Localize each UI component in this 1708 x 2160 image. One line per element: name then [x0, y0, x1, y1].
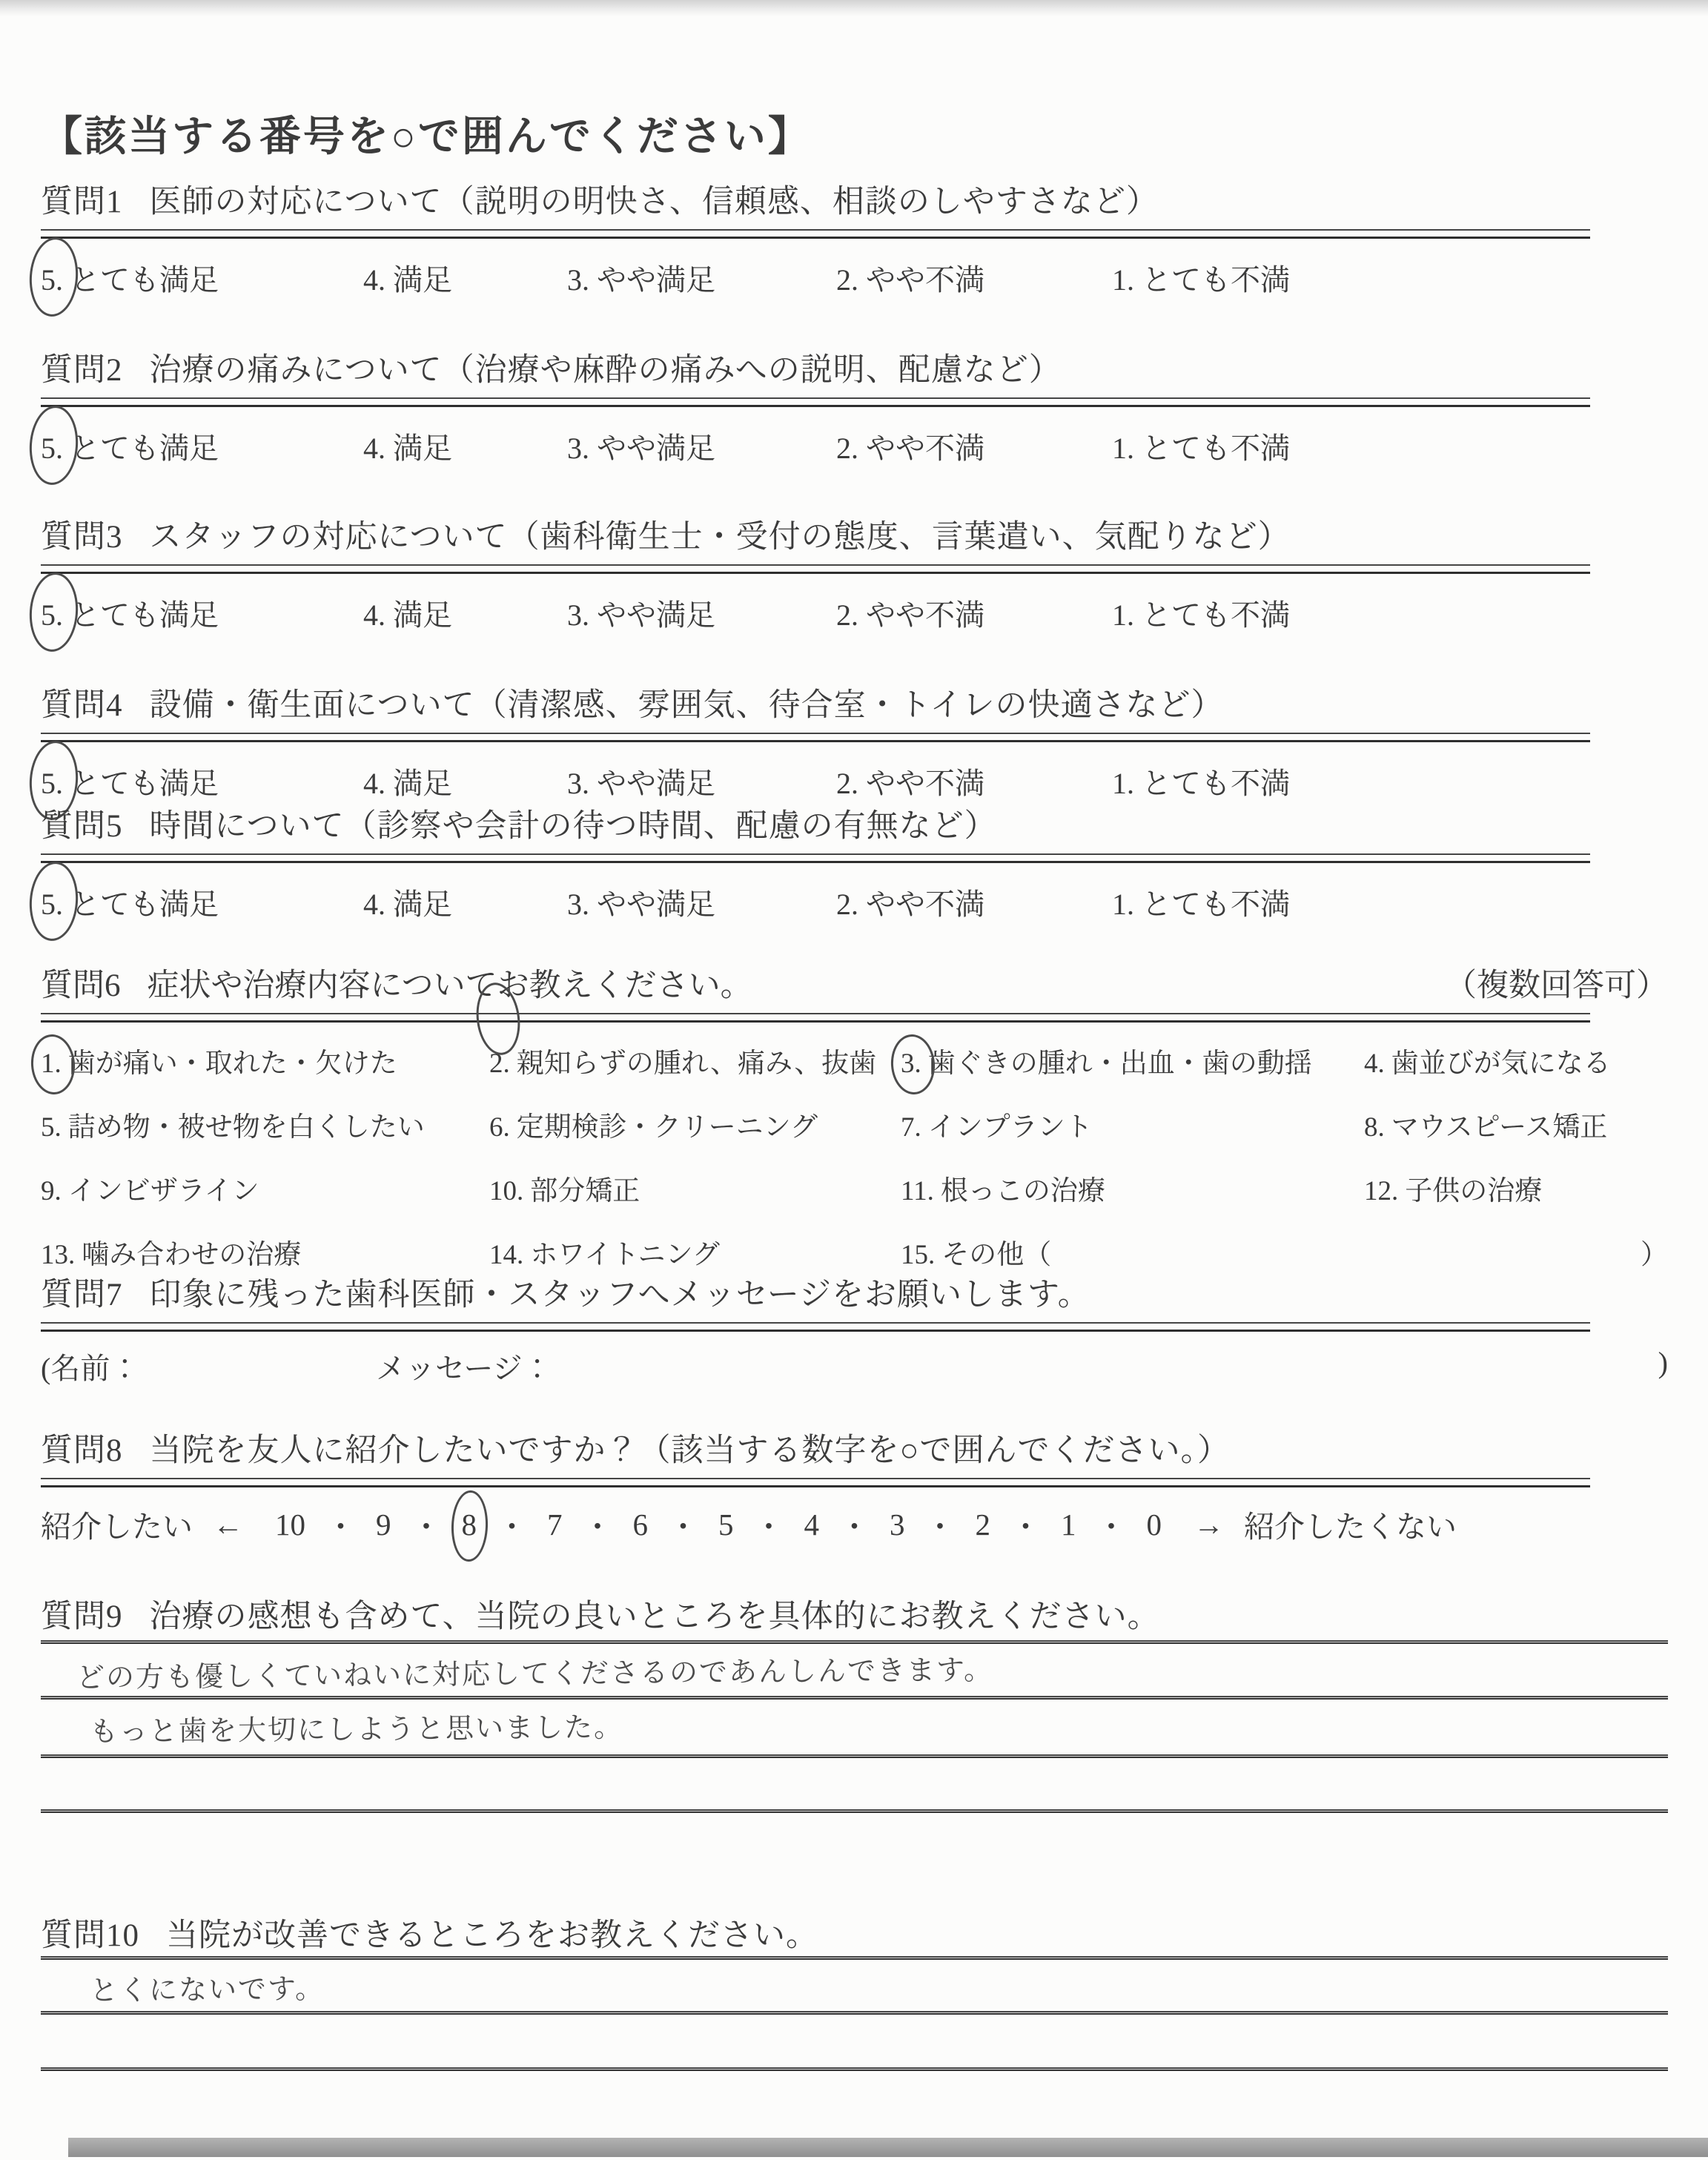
symptom-item-2	[489, 1040, 901, 1080]
option-label: とても不満	[1142, 263, 1290, 297]
scale-9: 9	[376, 1507, 391, 1542]
scan-edge-bottom	[68, 2138, 1708, 2157]
option-number: 4.	[363, 432, 385, 465]
scale-dot: ・	[497, 1510, 527, 1544]
divider	[41, 733, 1590, 742]
question-6-title: 症状や治療内容についてお教えください。	[147, 968, 752, 1003]
item-other-open	[901, 1232, 1051, 1272]
item-number: 14.	[489, 1240, 524, 1270]
item-number: 6.	[489, 1112, 510, 1143]
option-label: とても不満	[1142, 598, 1290, 632]
item-label: インビザライン	[67, 1176, 259, 1206]
item-number: 5.	[41, 1112, 62, 1143]
option-number: 4.	[363, 598, 385, 632]
question-9-header	[41, 1591, 1668, 1636]
option-4-satisfied	[363, 257, 452, 299]
option-1-very-dissatisfied	[1112, 592, 1290, 634]
question-4-header	[41, 680, 1668, 725]
scale-8: 8	[461, 1507, 477, 1542]
option-2-somewhat-dissatisfied	[836, 881, 984, 923]
question-8	[41, 1425, 1668, 1546]
scale-left-label: 紹介したい	[41, 1510, 193, 1544]
option-label: やや不満	[866, 263, 984, 297]
option-number: 2.	[836, 888, 858, 921]
writing-line	[41, 1696, 1668, 1700]
item-label: 歯が痛い・取れた・欠けた	[67, 1048, 397, 1079]
scale-0: 0	[1146, 1507, 1162, 1542]
option-2-somewhat-dissatisfied	[836, 592, 984, 634]
option-5-very-satisfied	[41, 760, 219, 802]
scale-dot: ・	[753, 1510, 784, 1544]
option-label: やや不満	[866, 767, 984, 800]
question-4	[41, 680, 1668, 813]
option-label: やや満足	[597, 888, 715, 921]
option-label: とても不満	[1142, 432, 1290, 465]
item-number: 15.	[901, 1240, 936, 1270]
handwritten-answer: とくにないです。	[89, 1972, 325, 2007]
option-number: 1.	[1112, 263, 1134, 297]
item-label: 部分矯正	[530, 1176, 640, 1206]
question-7-title: 印象に残った歯科医師・スタッフへメッセージをお願いします。	[149, 1278, 1090, 1312]
option-number: 1.	[1112, 888, 1134, 921]
question-1-header	[41, 176, 1668, 222]
writing-line	[41, 1809, 1668, 1813]
option-2-somewhat-dissatisfied	[836, 257, 984, 299]
question-1-title: 医師の対応について（説明の明快さ、信頼感、相談のしやすさなど）	[149, 185, 1159, 219]
symptom-item-10	[489, 1168, 901, 1208]
question-5-header	[41, 801, 1668, 846]
option-number: 3.	[567, 432, 589, 465]
option-label: 満足	[393, 598, 452, 632]
option-number: 1.	[1112, 767, 1134, 800]
item-label: 定期検診・クリーニング	[516, 1112, 818, 1143]
option-5-very-satisfied	[41, 592, 219, 634]
divider	[41, 853, 1590, 863]
handwritten-circle-answer	[41, 1048, 68, 1080]
handwritten-answer: どの方も優しくていねいに対応してくださるのであんしんできます。	[76, 1653, 994, 1694]
option-4-satisfied	[363, 592, 452, 634]
handwritten-circle-answer	[41, 887, 63, 922]
item-number: 12.	[1364, 1176, 1399, 1206]
question-9-label: 質問9	[41, 1599, 123, 1634]
option-label: とても満足	[70, 767, 219, 800]
handwritten-answer: もっと歯を大切にしようと思いました。	[89, 1710, 624, 1748]
option-1-very-dissatisfied	[1112, 257, 1290, 299]
item-label: 親知らずの腫れ、痛み、抜歯	[516, 1048, 877, 1079]
option-number: 3.	[567, 767, 589, 800]
item-label: インプラント	[927, 1112, 1093, 1143]
writing-line	[41, 1640, 1668, 1644]
option-label: 満足	[393, 432, 452, 465]
option-number: 1.	[1112, 432, 1134, 465]
nps-scale	[41, 1502, 1668, 1546]
option-number: 2.	[836, 263, 858, 297]
option-number: 5.	[41, 767, 63, 800]
question-10-title: 当院が改善できるところをお教えください。	[166, 1918, 818, 1953]
option-5-very-satisfied	[41, 425, 219, 467]
symptom-item-9	[41, 1168, 489, 1208]
option-number: 4.	[363, 888, 385, 921]
item-label: 歯ぐきの腫れ・出血・歯の動揺	[927, 1048, 1312, 1079]
question-8-header	[41, 1425, 1668, 1470]
divider	[41, 1478, 1590, 1487]
item-other-close: ）	[1641, 1240, 1668, 1270]
option-2-somewhat-dissatisfied	[836, 425, 984, 467]
writing-line	[41, 1754, 1668, 1758]
divider	[41, 229, 1590, 239]
question-3-header	[41, 512, 1668, 557]
divider	[41, 1013, 1590, 1023]
symptom-item-11	[901, 1168, 1364, 1208]
scale-1: 1	[1061, 1507, 1076, 1542]
option-3-somewhat-satisfied	[567, 257, 715, 299]
symptom-item-13	[41, 1232, 489, 1272]
option-3-somewhat-satisfied	[567, 592, 715, 634]
option-label: とても満足	[70, 432, 219, 465]
option-5-very-satisfied	[41, 257, 219, 299]
item-number: 3.	[901, 1048, 921, 1079]
question-2-options	[41, 419, 1668, 478]
option-number: 4.	[363, 263, 385, 297]
scale-dot: ・	[325, 1510, 356, 1544]
symptom-item-4	[1364, 1040, 1668, 1080]
option-label: とても不満	[1142, 767, 1290, 800]
item-label: 子供の治療	[1405, 1176, 1543, 1206]
question-8-title: 当院を友人に紹介したいですか？（該当する数字を○で囲んでください。）	[149, 1433, 1230, 1468]
option-label: やや満足	[597, 598, 715, 632]
divider	[41, 1322, 1590, 1332]
handwritten-circle-answer	[41, 431, 63, 466]
option-1-very-dissatisfied	[1112, 425, 1290, 467]
scale-dot: ・	[839, 1510, 870, 1544]
handwritten-circle-answer	[41, 262, 63, 297]
option-number: 4.	[363, 767, 385, 800]
symptom-item-7	[901, 1104, 1364, 1144]
symptom-item-12	[1364, 1168, 1668, 1208]
option-label: やや満足	[597, 432, 715, 465]
writing-line	[41, 2067, 1668, 2071]
option-label: 満足	[393, 888, 452, 921]
question-6	[41, 960, 1668, 1272]
option-label: やや満足	[597, 263, 715, 297]
scan-edge-top	[0, 0, 1708, 16]
question-5-label: 質問5	[41, 809, 123, 844]
option-label: とても不満	[1142, 888, 1290, 921]
scale-4: 4	[804, 1507, 819, 1542]
item-number: 1.	[41, 1048, 62, 1079]
item-number: 8.	[1364, 1112, 1385, 1143]
question-9-title: 治療の感想も含めて、当院の良いところを具体的にお教えください。	[149, 1599, 1160, 1634]
writing-line	[41, 2011, 1668, 2015]
option-label: 満足	[393, 263, 452, 297]
left-arrow-icon: ←	[213, 1507, 243, 1542]
option-number: 5.	[41, 598, 63, 632]
item-number: 11.	[901, 1176, 934, 1206]
handwritten-circle-answer	[462, 1507, 477, 1542]
question-6-header	[41, 960, 1668, 1005]
option-label: やや満足	[597, 767, 715, 800]
question-6-items	[41, 1040, 1668, 1272]
question-2-label: 質問2	[41, 353, 123, 388]
scale-dot: ・	[668, 1510, 698, 1544]
item-label: マウスピース矯正	[1391, 1112, 1608, 1143]
question-6-label: 質問6	[41, 968, 121, 1003]
scale-dot: ・	[924, 1510, 956, 1544]
option-4-satisfied	[363, 425, 452, 467]
option-number: 3.	[567, 263, 589, 297]
option-label: とても満足	[70, 598, 219, 632]
divider	[41, 564, 1590, 574]
item-number: 4.	[1364, 1048, 1385, 1079]
scale-dot: ・	[1010, 1510, 1041, 1544]
option-1-very-dissatisfied	[1112, 760, 1290, 802]
question-3-options	[41, 586, 1668, 645]
writing-line	[41, 1956, 1668, 1960]
question-7-label: 質問7	[41, 1278, 123, 1312]
scale-3: 3	[890, 1507, 905, 1542]
symptom-item-5	[41, 1104, 489, 1144]
option-label: やや不満	[866, 432, 984, 465]
question-4-label: 質問4	[41, 688, 123, 723]
divider	[41, 397, 1590, 407]
scale-dot: ・	[411, 1510, 442, 1544]
question-10-label: 質問10	[41, 1918, 139, 1953]
option-number: 5.	[41, 263, 63, 297]
item-label: ホワイトニング	[530, 1240, 720, 1270]
handwritten-circle-answer	[41, 598, 63, 633]
scale-dot: ・	[582, 1510, 613, 1544]
item-number: 2.	[489, 1048, 510, 1079]
question-10	[41, 1910, 1668, 2088]
question-2	[41, 345, 1668, 478]
scale-7: 7	[547, 1507, 563, 1542]
question-6-note: （複数回答可）	[1445, 968, 1668, 1003]
option-4-satisfied	[363, 881, 452, 923]
question-4-title: 設備・衛生面について（清潔感、雰囲気、待合室・トイレの快適さなど）	[149, 688, 1224, 723]
question-3-title: スタッフの対応について（歯科衛生士・受付の態度、言葉遣い、気配りなど）	[149, 520, 1291, 555]
question-1-label: 質問1	[41, 185, 123, 219]
option-label: やや不満	[866, 888, 984, 921]
item-label: 歯並びが気になる	[1391, 1048, 1611, 1079]
question-5-options	[41, 875, 1668, 934]
option-number: 5.	[41, 888, 63, 921]
option-5-very-satisfied	[41, 881, 219, 923]
question-8-label: 質問8	[41, 1433, 123, 1468]
option-number: 3.	[567, 888, 589, 921]
question-3	[41, 512, 1668, 645]
symptom-item-8	[1364, 1104, 1668, 1144]
scale-right-label: 紹介したくない	[1244, 1510, 1457, 1544]
question-1-options	[41, 251, 1668, 310]
option-1-very-dissatisfied	[1112, 881, 1290, 923]
option-3-somewhat-satisfied	[567, 760, 715, 802]
option-label: とても満足	[70, 888, 219, 921]
item-number: 13.	[41, 1240, 76, 1270]
question-9	[41, 1591, 1668, 1821]
question-10-header	[41, 1910, 1668, 1955]
option-label: とても満足	[70, 263, 219, 297]
right-arrow-icon: →	[1194, 1507, 1224, 1542]
question-7-answer-row	[41, 1345, 1668, 1391]
symptom-item-15-other	[901, 1232, 1668, 1272]
item-label: 噛み合わせの治療	[82, 1240, 302, 1270]
option-3-somewhat-satisfied	[567, 881, 715, 923]
question-1	[41, 176, 1668, 310]
question-3-label: 質問3	[41, 520, 123, 555]
option-4-satisfied	[363, 760, 452, 802]
scale-5: 5	[718, 1507, 734, 1542]
page-title: 【該当する番号を○で囲んでください】	[41, 113, 812, 160]
closing-paren: )	[1658, 1346, 1668, 1379]
question-2-header	[41, 345, 1668, 390]
question-2-title: 治療の痛みについて（治療や麻酔の痛みへの説明、配慮など）	[149, 353, 1062, 388]
item-number: 7.	[901, 1112, 921, 1143]
name-field-label: (名前：	[41, 1352, 140, 1385]
scale-dot: ・	[1096, 1510, 1127, 1544]
option-number: 1.	[1112, 598, 1134, 632]
option-2-somewhat-dissatisfied	[836, 760, 984, 802]
option-3-somewhat-satisfied	[567, 425, 715, 467]
message-field-label: メッセージ：	[376, 1352, 552, 1385]
option-number: 2.	[836, 598, 858, 632]
symptom-item-1	[41, 1040, 489, 1080]
question-7	[41, 1269, 1668, 1391]
option-number: 5.	[41, 432, 63, 465]
option-number: 2.	[836, 432, 858, 465]
symptom-item-6	[489, 1104, 901, 1144]
item-label: その他（	[941, 1240, 1052, 1270]
question-5-title: 時間について（診察や会計の待つ時間、配慮の有無など）	[149, 809, 997, 844]
symptom-item-3	[901, 1040, 1364, 1080]
symptom-item-14	[489, 1232, 901, 1272]
handwritten-circle-answer	[901, 1048, 928, 1080]
item-label: 根っこの治療	[940, 1176, 1105, 1206]
question-6-title-wrap	[41, 960, 752, 1005]
item-label: 詰め物・被せ物を白くしたい	[67, 1112, 425, 1143]
question-5	[41, 801, 1668, 934]
item-number: 9.	[41, 1176, 62, 1206]
option-number: 3.	[567, 598, 589, 632]
option-label: 満足	[393, 767, 452, 800]
handwritten-circle-answer	[41, 766, 63, 801]
option-label: やや不満	[866, 598, 984, 632]
item-number: 10.	[489, 1176, 524, 1206]
scale-6: 6	[632, 1507, 648, 1542]
scale-2: 2	[975, 1507, 990, 1542]
question-7-header	[41, 1269, 1668, 1315]
scale-10: 10	[275, 1507, 305, 1542]
option-number: 2.	[836, 767, 858, 800]
